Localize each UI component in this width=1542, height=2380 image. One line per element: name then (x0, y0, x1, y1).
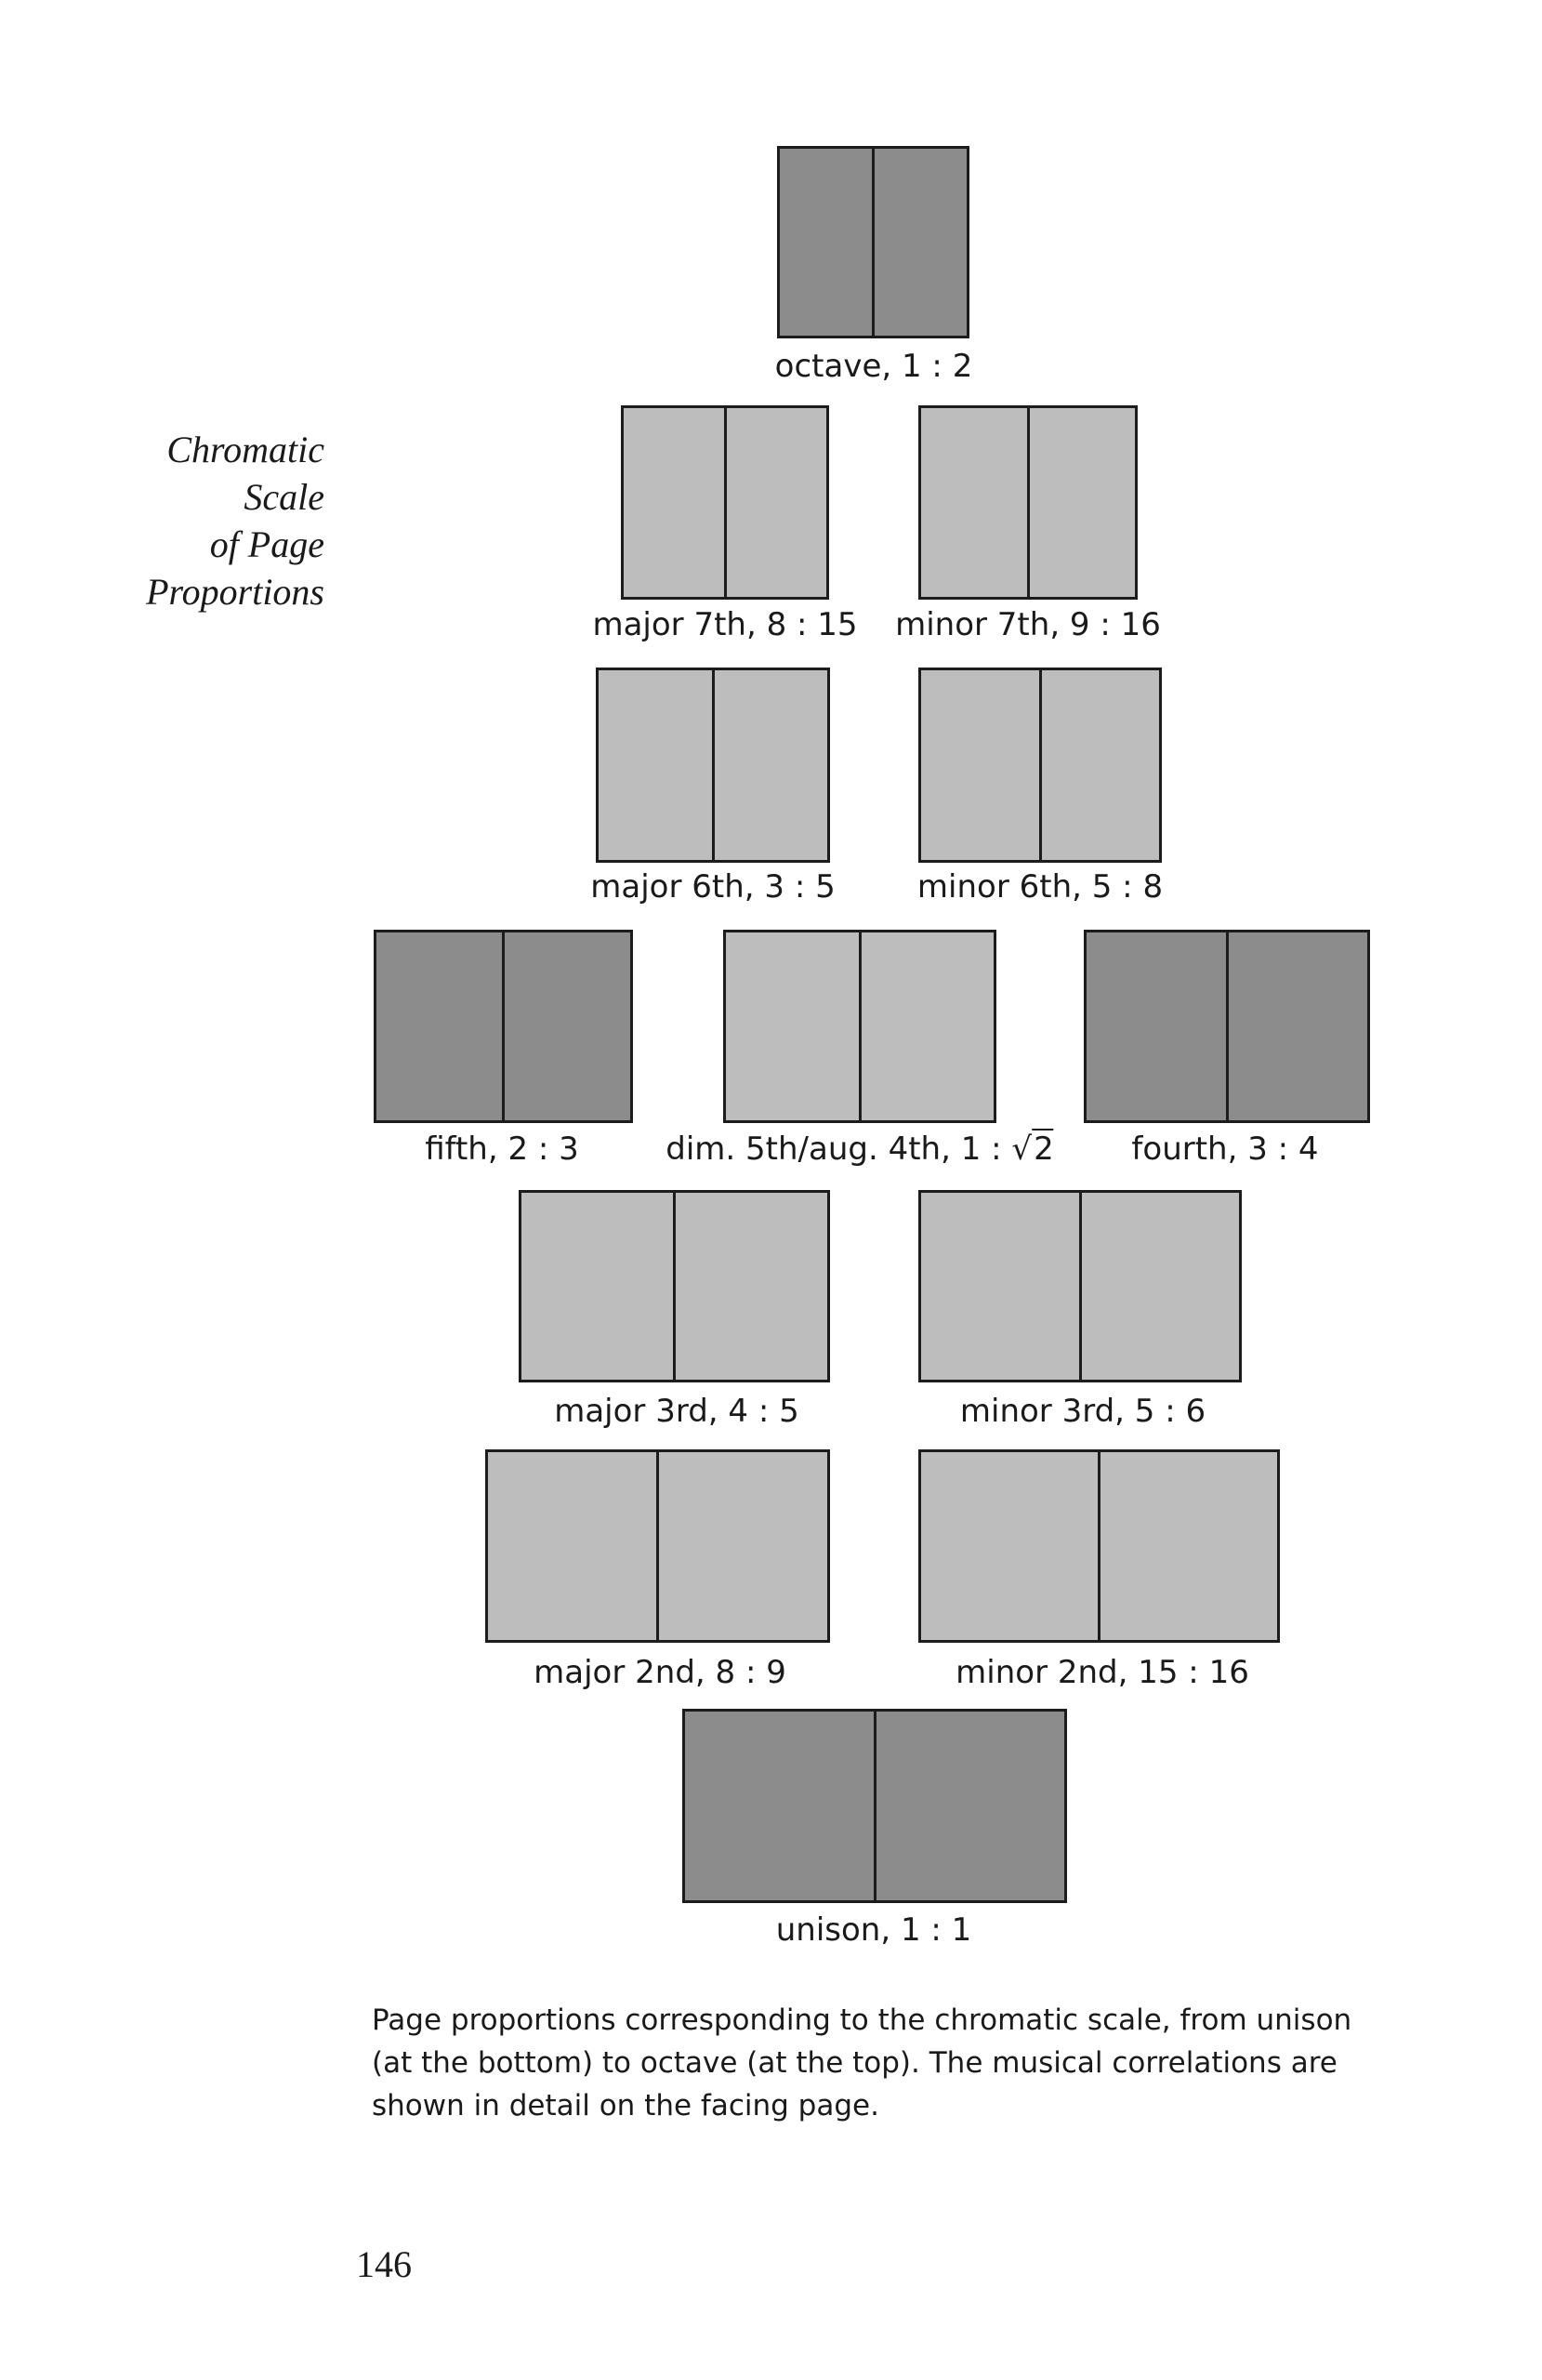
page-right (659, 1452, 827, 1640)
section-title-line: Proportions (146, 571, 324, 613)
page-right (727, 408, 827, 597)
page-left (726, 932, 862, 1120)
section-title-line: Chromatic (166, 429, 324, 470)
label-tritone-radicand: 2 (1034, 1130, 1054, 1168)
page-left (624, 408, 727, 597)
page-number: 146 (356, 2243, 412, 2285)
figure-caption: Page proportions corresponding to the chromatic scale, from unison (at the bottom) to octave (at the top). The musical correlations are shown in detail on the facing page. (372, 2003, 1352, 2122)
page-left (488, 1452, 659, 1640)
page-left (376, 932, 505, 1120)
section-title (146, 426, 324, 615)
label-unison: unison, 1 : 1 (775, 1911, 972, 1949)
label-major-2nd: major 2nd, 8 : 9 (534, 1654, 786, 1691)
label-minor-6th: minor 6th, 5 : 8 (916, 868, 1164, 906)
label-fifth: fifth, 2 : 3 (425, 1130, 579, 1168)
spread-octave (777, 146, 969, 338)
label-minor-7th: minor 7th, 9 : 16 (895, 606, 1161, 643)
spread-fourth (1084, 930, 1370, 1123)
page-left (780, 149, 875, 336)
page-right (676, 1193, 827, 1380)
page-right (1100, 1452, 1277, 1640)
spread-major-7th (621, 405, 829, 600)
section-title-line: Scale (244, 476, 324, 518)
spread-fifth (374, 930, 633, 1123)
page-left (921, 1193, 1082, 1380)
label-minor-3rd: minor 3rd, 5 : 6 (959, 1393, 1206, 1430)
spread-unison (682, 1709, 1067, 1903)
label-tritone-text: dim. 5th/aug. 4th, 1 : √ (666, 1130, 1033, 1168)
label-fourth: fourth, 3 : 4 (1131, 1130, 1319, 1168)
page-left (921, 1452, 1100, 1640)
page-right (875, 149, 967, 336)
page-right (862, 932, 995, 1120)
spread-minor-6th (918, 668, 1162, 863)
page-left (921, 670, 1042, 860)
spread-minor-7th (918, 405, 1138, 600)
label-major-3rd: major 3rd, 4 : 5 (554, 1393, 799, 1430)
page-right (1030, 408, 1136, 597)
page-left (1087, 932, 1229, 1120)
spread-major-3rd (519, 1190, 830, 1382)
spread-major-6th (596, 668, 830, 863)
page-right (1042, 670, 1160, 860)
page-left (685, 1712, 876, 1900)
page-right (505, 932, 630, 1120)
page-right (876, 1712, 1065, 1900)
page-right (1082, 1193, 1240, 1380)
page-left (921, 408, 1030, 597)
spread-major-2nd (485, 1449, 830, 1643)
page-left (599, 670, 715, 860)
page-right (715, 670, 828, 860)
page-right (1229, 932, 1368, 1120)
label-octave: octave, 1 : 2 (774, 348, 973, 385)
label-major-6th: major 6th, 3 : 5 (590, 868, 836, 906)
page-left (521, 1193, 676, 1380)
label-minor-2nd: minor 2nd, 15 : 16 (956, 1654, 1249, 1691)
spread-minor-3rd (918, 1190, 1242, 1382)
section-title-line: of Page (209, 523, 324, 565)
label-tritone (666, 1130, 1053, 1168)
spread-minor-2nd (918, 1449, 1280, 1643)
spread-tritone (723, 930, 996, 1123)
label-major-7th: major 7th, 8 : 15 (592, 606, 858, 643)
